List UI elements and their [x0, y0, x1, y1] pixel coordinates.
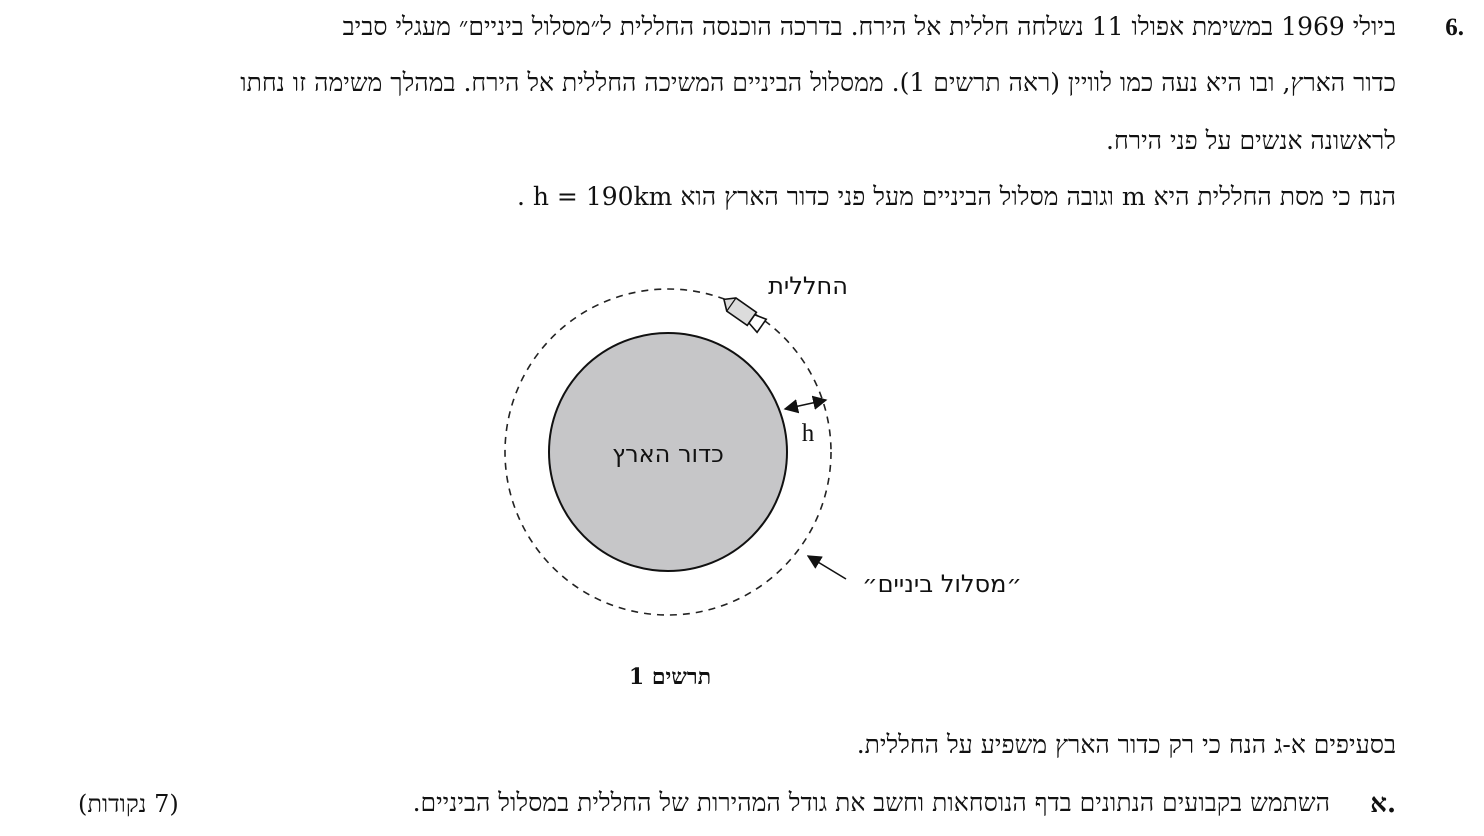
orbit-label: ״מסלול ביניים״: [862, 570, 1022, 598]
orbit-pointer-arrow: [808, 556, 846, 579]
spacecraft-label: החללית: [768, 272, 848, 300]
question-number: 6.: [1445, 14, 1464, 41]
sub-question-letter: א.: [1370, 789, 1396, 819]
figure-caption: תרשים 1: [628, 664, 712, 690]
instructions-text: בסעיפים א-ג הנח כי רק כדור הארץ משפיע על החללית.: [856, 730, 1396, 759]
height-label: h: [801, 420, 815, 447]
height-arrow: [785, 400, 826, 409]
sub-question-points: (7 נקודות): [78, 790, 179, 818]
question-line-1: ביולי 1969 במשימת אפולו 11 נשלחה חללית אל הירח. בדרכה הוכנסה החללית ל״מסלול ביניים״ מעגלי סביב: [342, 12, 1396, 41]
question-line-2: כדור הארץ, ובו היא נעה כמו לוויין (ראה תרשים 1). ממסלול הביניים המשיכה החללית אל הירח. במהלך משימה זו נחתו: [240, 68, 1396, 97]
question-line-4: הנח כי מסת החללית היא m וגובה מסלול הביניים מעל פני כדור הארץ הוא h = 190km .: [516, 182, 1396, 211]
sub-question-text: השתמש בקבועים הנתונים בדף הנוסחאות וחשב את גודל המהירות של החללית במסלול הביניים.: [412, 788, 1330, 817]
question-line-3: לראשונה אנשים על פני הירח.: [1106, 126, 1396, 155]
earth-label: כדור הארץ: [612, 440, 724, 468]
spacecraft-icon: [719, 293, 766, 332]
